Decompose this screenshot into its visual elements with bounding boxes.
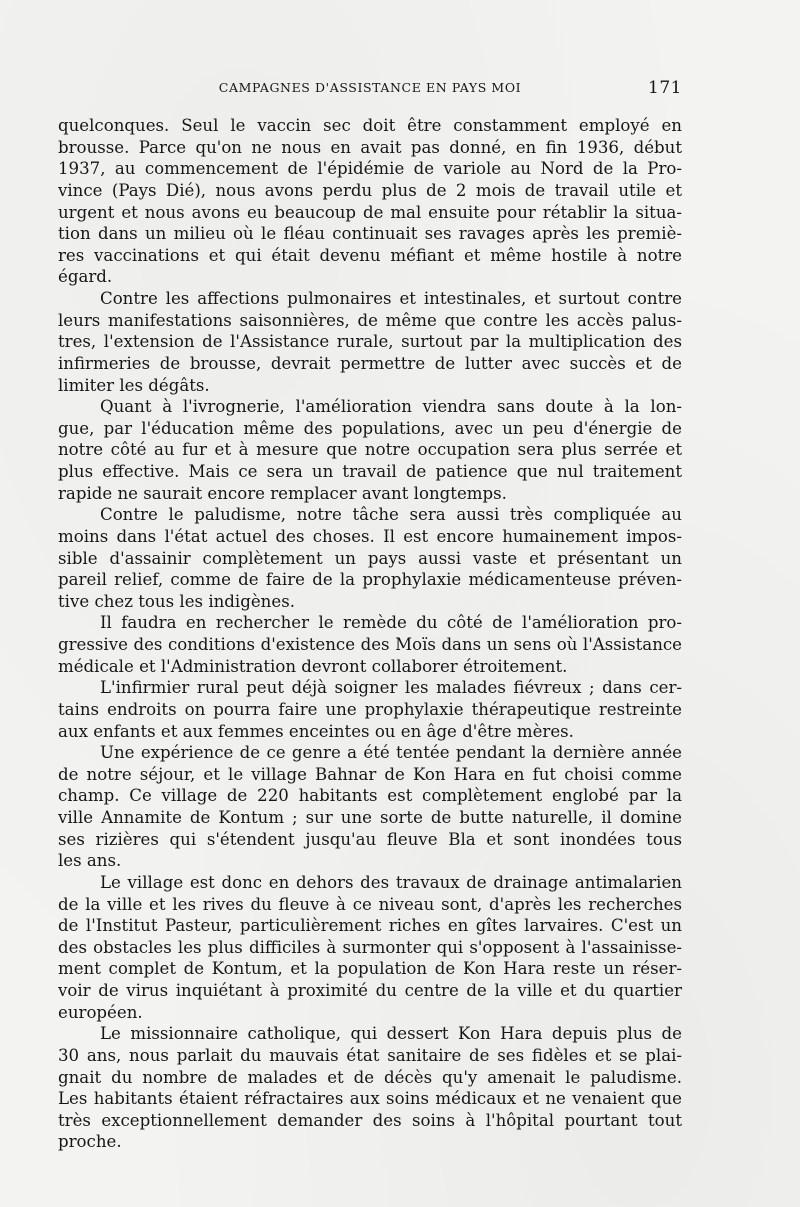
text-line: gue, par l'éducation même des populations, avec un peu d'énergie de xyxy=(58,418,682,438)
text-line: de notre séjour, et le village Bahnar de Kon Hara en fut choisi comme xyxy=(58,764,682,784)
text-line: notre côté au fur et à mesure que notre occupation sera plus serrée et xyxy=(58,440,682,460)
text-line: gressive des conditions d'existence des Moïs dans un sens où l'Assistance xyxy=(58,635,682,654)
text-line: Contre le paludisme, notre tâche sera aussi très compliquée au xyxy=(100,505,682,525)
text-line: tive chez tous les indigènes. xyxy=(58,591,295,611)
text-line: Quant à l'ivrognerie, l'amélioration viendra sans doute à la lon- xyxy=(100,397,682,417)
text-line: 30 ans, nous parlait du mauvais état sanitaire de ses fidèles et se plai- xyxy=(58,1045,682,1065)
text-line: les ans. xyxy=(58,851,122,871)
text-line: médicale et l'Administration devront collaborer étroitement. xyxy=(58,656,568,676)
text-line: pareil relief, comme de faire de la prophylaxie médicamenteuse préven- xyxy=(58,570,682,590)
text-line: gnait du nombre de malades et de décès qu'y amenait le paludisme. xyxy=(58,1067,682,1087)
text-line: voir de virus inquiétant à proximité du centre de la ville et du quartier xyxy=(58,981,682,1000)
text-line: Le village est donc en dehors des travaux de drainage antimalarien xyxy=(100,872,682,892)
text-line: ses rizières qui s'étendent jusqu'au fleuve Bla et sont inondées tous xyxy=(58,829,682,849)
text-line: leurs manifestations saisonnières, de même que contre les accès palus- xyxy=(58,310,682,330)
text-line: vince (Pays Dié), nous avons perdu plus de 2 mois de travail utile et xyxy=(58,180,682,200)
text-line: quelconques. Seul le vaccin sec doit être constamment employé en xyxy=(58,116,682,135)
text-line: très exceptionnellement demander des soins à l'hôpital pourtant tout xyxy=(58,1110,682,1130)
text-line: limiter les dégâts. xyxy=(58,375,210,395)
text-line: sible d'assainir complètement un pays aussi vaste et présentant un xyxy=(58,548,682,568)
page-number: 171 xyxy=(648,78,682,98)
running-head xyxy=(58,78,682,102)
text-line: urgent et nous avons eu beaucoup de mal ensuite pour rétablir la situa- xyxy=(58,202,682,222)
text-line: ville Annamite de Kontum ; sur une sorte de butte naturelle, il domine xyxy=(58,808,682,827)
text-line: tion dans un milieu où le fléau continuait ses ravages après les premiè- xyxy=(58,224,682,244)
text-line: de la ville et les rives du fleuve à ce niveau sont, d'après les recherches xyxy=(58,894,682,914)
text-line: plus effective. Mais ce sera un travail de patience que nul traitement xyxy=(58,462,682,481)
text-line: ment complet de Kontum, et la population de Kon Hara reste un réser- xyxy=(58,959,682,979)
text-line: 1937, au commencement de l'épidémie de variole au Nord de la Pro- xyxy=(58,159,682,179)
text-line: des obstacles les plus difficiles à surmonter qui s'opposent à l'assainisse- xyxy=(58,937,682,957)
text-line: Le missionnaire catholique, qui dessert Kon Hara depuis plus de xyxy=(100,1024,682,1044)
text-line: champ. Ce village de 220 habitants est complètement englobé par la xyxy=(58,786,682,806)
text-line: tres, l'extension de l'Assistance rurale, surtout par la multiplication des xyxy=(58,332,682,352)
text-line: rapide ne saurait encore remplacer avant longtemps. xyxy=(58,483,507,503)
text-line: proche. xyxy=(58,1132,122,1152)
text-line: L'infirmier rural peut déjà soigner les malades fiévreux ; dans cer- xyxy=(100,678,682,698)
text-line: res vaccinations et qui était devenu méfiant et même hostile à notre xyxy=(58,245,682,265)
body-text xyxy=(58,115,682,1153)
text-line: Il faudra en rechercher le remède du côté de l'amélioration pro- xyxy=(100,613,682,633)
text-line: Contre les affections pulmonaires et intestinales, et surtout contre xyxy=(100,289,682,308)
text-line: brousse. Parce qu'on ne nous en avait pas donné, en fin 1936, début xyxy=(58,137,682,157)
text-line: Les habitants étaient réfractaires aux soins médicaux et ne venaient que xyxy=(58,1089,682,1109)
text-line: de l'Institut Pasteur, particulièrement riches en gîtes larvaires. C'est un xyxy=(58,916,682,936)
text-line: tains endroits on pourra faire une prophylaxie thérapeutique restreinte xyxy=(58,699,682,719)
text-line: infirmeries de brousse, devrait permettre de lutter avec succès et de xyxy=(58,353,682,373)
running-title: CAMPAGNES D'ASSISTANCE EN PAYS MOI xyxy=(218,80,522,95)
text-line: Une expérience de ce genre a été tentée pendant la dernière année xyxy=(100,743,682,763)
text-line: moins dans l'état actuel des choses. Il est encore humainement impos- xyxy=(58,526,682,546)
text-line: égard. xyxy=(58,267,113,287)
text-line: européen. xyxy=(58,1002,143,1022)
text-line: aux enfants et aux femmes enceintes ou en âge d'être mères. xyxy=(58,721,574,741)
